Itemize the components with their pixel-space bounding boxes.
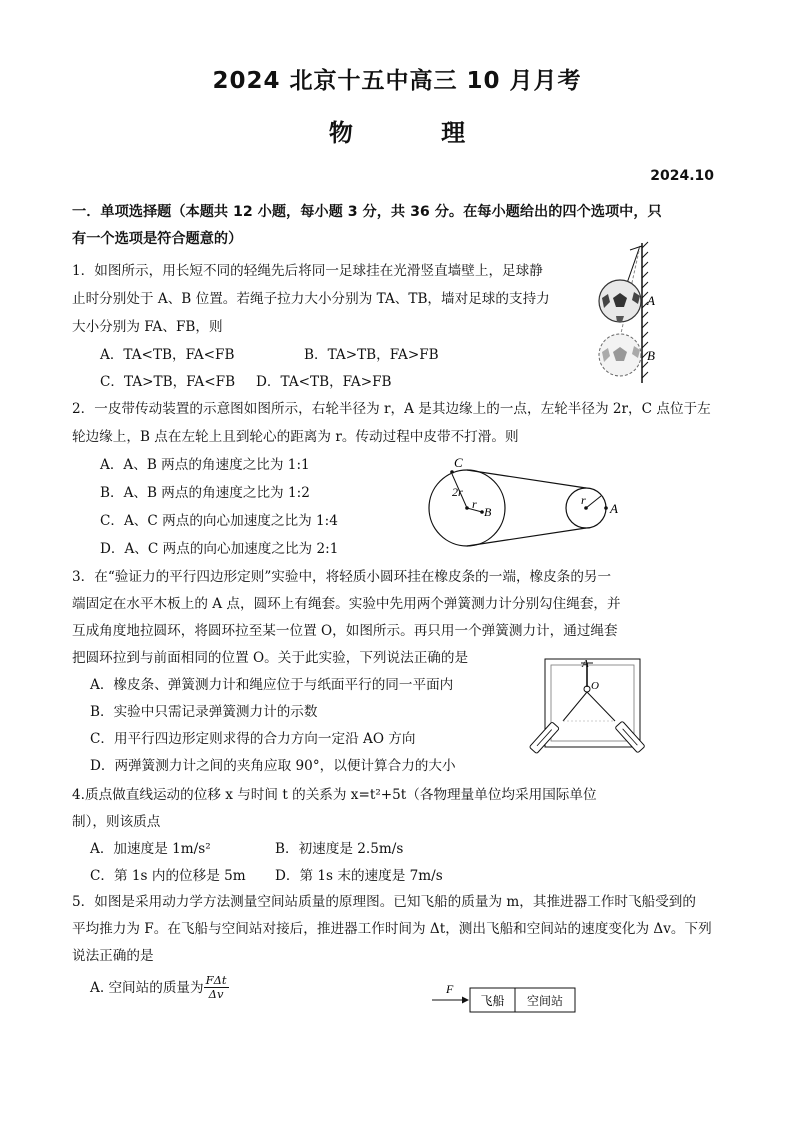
q5-line-1: 5．如图是采用动力学方法测量空间站质量的原理图。已知飞船的质量为 m，其推进器工作时飞船受到的: [72, 894, 696, 910]
q5-fraction-denominator: Δv: [208, 987, 224, 1001]
section-heading-line1: 一．单项选择题（本题共 12 小题，每小题 3 分，共 36 分。在每小题给出的四个选项中，只: [72, 204, 662, 220]
q5-line-3: 说法正确的是: [72, 948, 154, 964]
q3-option-d: D．两弹簧测力计之间的夹角应取 90°，以便计算合力的大小: [90, 758, 456, 774]
q4-option-d: D．第 1s 末的速度是 7m/s: [275, 868, 443, 884]
q1-label-b: B: [647, 348, 655, 363]
q2-option-a: A．A、B 两点的角速度之比为 1:1: [100, 457, 310, 473]
q4-line-1: 4.质点做直线运动的位移 x 与时间 t 的关系为 x=t²+5t（各物理量单位均采用国际单位: [72, 787, 597, 803]
q2-option-d: D．A、C 两点的向心加速度之比为 2:1: [100, 541, 339, 557]
q1-label-a: A: [647, 293, 655, 308]
q3-option-a: A．橡皮条、弹簧测力计和绳应位于与纸面平行的同一平面内: [90, 677, 454, 693]
q4-option-b: B．初速度是 2.5m/s: [275, 841, 404, 857]
q2-option-b: B．A、B 两点的角速度之比为 1:2: [100, 485, 310, 501]
q3-line-4: 把圆环拉到与前面相同的位置 O。关于此实验，下列说法正确的是: [72, 650, 469, 666]
exam-date: 2024.10: [650, 168, 714, 184]
q1-wall-ball-figure: [590, 238, 670, 388]
q4-option-c: C．第 1s 内的位移是 5m: [90, 868, 246, 884]
q1-option-b: B．TA>TB，FA>FB: [304, 347, 439, 363]
q5-line-2: 平均推力为 F。在飞船与空间站对接后，推进器工作时间为 Δt，测出飞船和空间站的速度变化为 Δv。下列: [72, 921, 712, 937]
q3-line-1: 3．在“验证力的平行四边形定则”实验中，将轻质小圆环挂在橡皮条的一端，橡皮条的另一: [72, 569, 612, 585]
q5-option-a-text: A. 空间站的质量为: [90, 979, 204, 996]
q3-line-3: 互成角度地拉圆环，将圆环拉至某一位置 O，如图所示。再只用一个弹簧测力计，通过绳套: [72, 623, 618, 639]
q4-option-a: A．加速度是 1m/s²: [90, 841, 211, 857]
q5-box2-label: 空间站: [526, 994, 564, 1008]
q3-spring-scale-figure: [525, 655, 645, 760]
q3-option-b: B．实验中只需记录弹簧测力计的示数: [90, 704, 318, 720]
q2-line-1: 2．一皮带传动装置的示意图如图所示，右轮半径为 r，A 是其边缘上的一点，左轮半径为 2r，C 点位于左: [72, 401, 711, 417]
q3-label-a: A: [582, 658, 589, 670]
q1-line-2: 止时分别处于 A、B 位置。若绳子拉力大小分别为 TA、TB，墙对足球的支持力: [72, 291, 550, 307]
subject-title: 物 理: [328, 119, 506, 147]
q3-option-c: C．用平行四边形定则求得的合力方向一定沿 AO 方向: [90, 731, 416, 747]
q2-label-b: B: [484, 505, 492, 519]
exam-title: 2024 北京十五中高三 10 月月考: [212, 68, 582, 94]
q1-option-d: D．TA<TB，FA>FB: [256, 374, 392, 390]
q2-label-r-left: r: [472, 497, 477, 511]
q2-belt-drive-figure: [420, 450, 630, 560]
q5-option-a: [90, 974, 229, 1001]
section-heading-line2: 有一个选项是符合题意的）: [72, 231, 243, 247]
q2-label-a: A: [610, 501, 618, 516]
q4-line-2: 制），则该质点: [72, 814, 161, 830]
q1-line-1: 1．如图所示，用长短不同的轻绳先后将同一足球挂在光滑竖直墙壁上，足球静: [72, 263, 543, 279]
q3-label-o: O: [591, 680, 599, 692]
q5-option-a-fraction: [204, 974, 229, 1001]
q5-box1-label: 飞船: [480, 994, 505, 1008]
q2-label-c: C: [454, 455, 463, 470]
q3-line-2: 端固定在水平木板上的 A 点，圆环上有绳套。实验中先用两个弹簧测力计分别勾住绳套，并: [72, 596, 621, 612]
q2-label-r-right: r: [581, 493, 586, 507]
q2-label-2r: 2r: [452, 485, 463, 499]
q5-spacecraft-figure: [428, 980, 583, 1016]
q2-option-c: C．A、C 两点的向心加速度之比为 1:4: [100, 513, 338, 529]
q5-fraction-numerator: FΔt: [205, 973, 227, 987]
q1-option-a: A．TA<TB，FA<FB: [100, 347, 235, 363]
q1-option-c: C．TA>TB，FA<FB: [100, 374, 236, 390]
q5-force-label: F: [446, 982, 454, 996]
q2-line-2: 轮边缘上，B 点在左轮上且到轮心的距离为 r。传动过程中皮带不打滑。则: [72, 429, 519, 445]
q1-line-3: 大小分别为 FA、FB，则: [72, 319, 223, 335]
